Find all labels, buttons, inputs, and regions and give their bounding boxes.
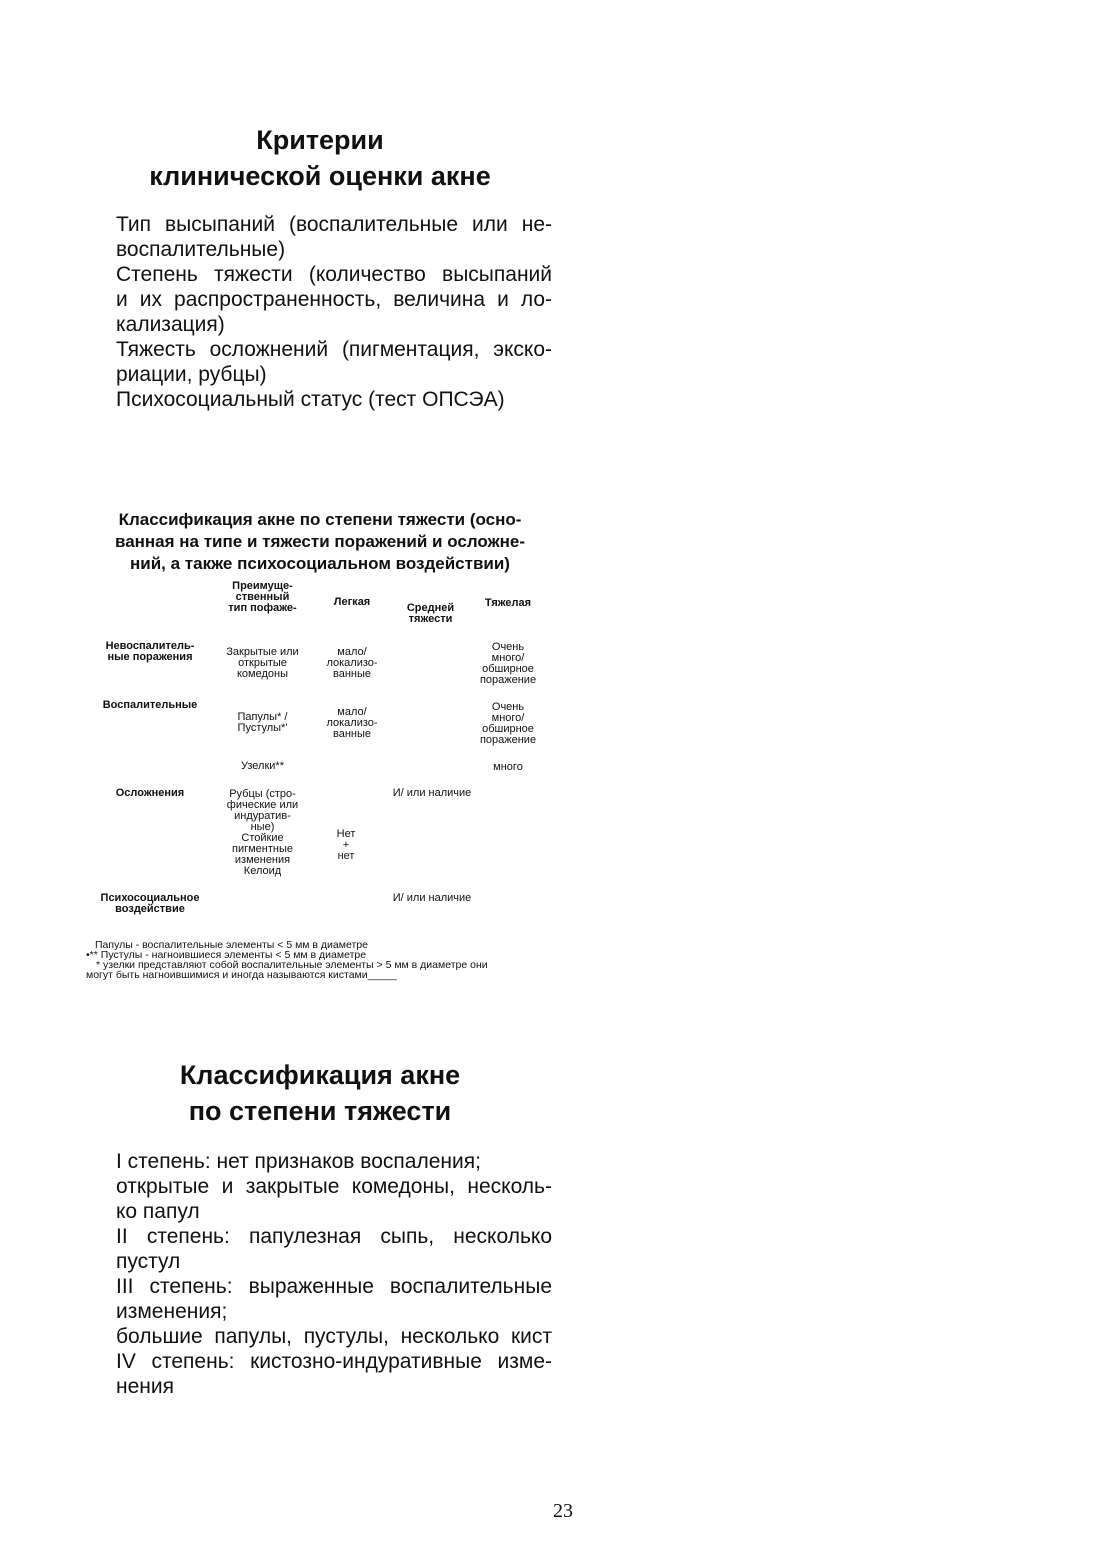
degrees-line: открытые и закрытые комедоны, несколь- [116,1175,552,1198]
degrees-line: нения [116,1375,174,1398]
footnote: могут быть нагноившимися и иногда называются кистами_____ [86,969,397,981]
row-label-psychosocial: Психосоциальное воздействие [100,892,200,915]
criteria-line: Степень тяжести (количество высыпаний [116,263,552,286]
degrees-title-line-1: Классификация акне [179,1060,461,1090]
cell-psycho-moderate: И/ или наличие [392,892,472,904]
degrees-line: пустул [116,1250,181,1273]
criteria-line: Тяжесть осложнений (пигментация, экско- [116,338,552,361]
row-label-complications: Осложнения [115,787,185,799]
header-moderate: Средней тяжести [406,602,455,625]
criteria-line: Тип высыпаний (воспалительные или не- [116,213,552,236]
degrees-line: I степень: нет признаков воспаления; [116,1150,481,1173]
footnote: * узелки представляют собой воспалительные элементы > 5 мм в диаметре они [96,959,488,971]
criteria-list [116,212,552,412]
criteria-line: Психосоциальный статус (тест ОПСЭА) [116,388,505,411]
degrees-title [100,1057,540,1129]
row-label-noninflammatory: Невоспалитель- ные поражения [105,640,195,663]
criteria-title-line-2: клинической оценки акне [149,161,491,191]
cell-compl-type: Рубцы (стро- фические или индуратив- ные) Стойкие пигментные изменения Келоид [226,788,299,877]
cell-compl-mild: Нет + нет [336,828,356,862]
cell-inflam-type: Папулы* / Пустулы*' [237,711,288,734]
criteria-line: риации, рубцы) [116,363,267,386]
degrees-line: большие папулы, пустулы, несколько кист [116,1325,552,1348]
cell-noninflam-severe: Очень много/ обширное поражение [479,641,537,686]
header-type: Преимуще- ственный тип пофаже- [228,580,297,614]
criteria-title [100,122,540,194]
degrees-line: IV степень: кистозно-индуративные изме- [116,1350,552,1373]
cell-inflam-mild: мало/ локализо- ванные [326,706,378,740]
cell-nodules-type: Узелки** [241,760,284,772]
footnote: Папулы - воспалительные элементы < 5 мм в диаметре [95,939,368,951]
degrees-line: II степень: папулезная сыпь, несколько [116,1225,552,1248]
table-caption [70,509,570,575]
table-footnotes [86,940,488,980]
cell-noninflam-mild: мало/ локализо- ванные [326,646,378,680]
criteria-line: воспалительные) [116,238,286,261]
criteria-line: кализация) [116,313,225,336]
header-severe: Тяжелая [484,597,532,609]
criteria-title-line-1: Критерии [256,125,384,155]
footnote: •** Пустулы - нагноившиеся элементы < 5 мм в диаметре [86,949,367,961]
degrees-list [116,1149,552,1399]
cell-inflam-severe: Очень много/ обширное поражение [479,701,537,746]
table-caption-line: ванная на типе и тяжести поражений и осложне- [114,532,526,551]
table-caption-line: ний, а также психосоциальном воздействии) [130,554,510,573]
cell-nodules-severe: много [493,761,523,773]
row-label-inflammatory: Воспалительные [102,699,198,711]
degrees-line: ко папул [116,1200,200,1223]
table-caption-line: Классификация акне по степени тяжести (осно- [118,510,522,529]
degrees-line: изменения; [116,1300,228,1323]
cell-noninflam-type: Закрытые или открытые комедоны [226,646,299,680]
degrees-title-line-2: по степени тяжести [188,1096,452,1126]
header-mild: Легкая [333,596,371,608]
criteria-line: и их распространенность, величина и ло- [116,288,552,311]
degrees-line: III степень: выраженные воспалительные [116,1275,552,1298]
page-number: 23 [553,1500,573,1522]
cell-compl-moderate: И/ или наличие [392,787,472,799]
